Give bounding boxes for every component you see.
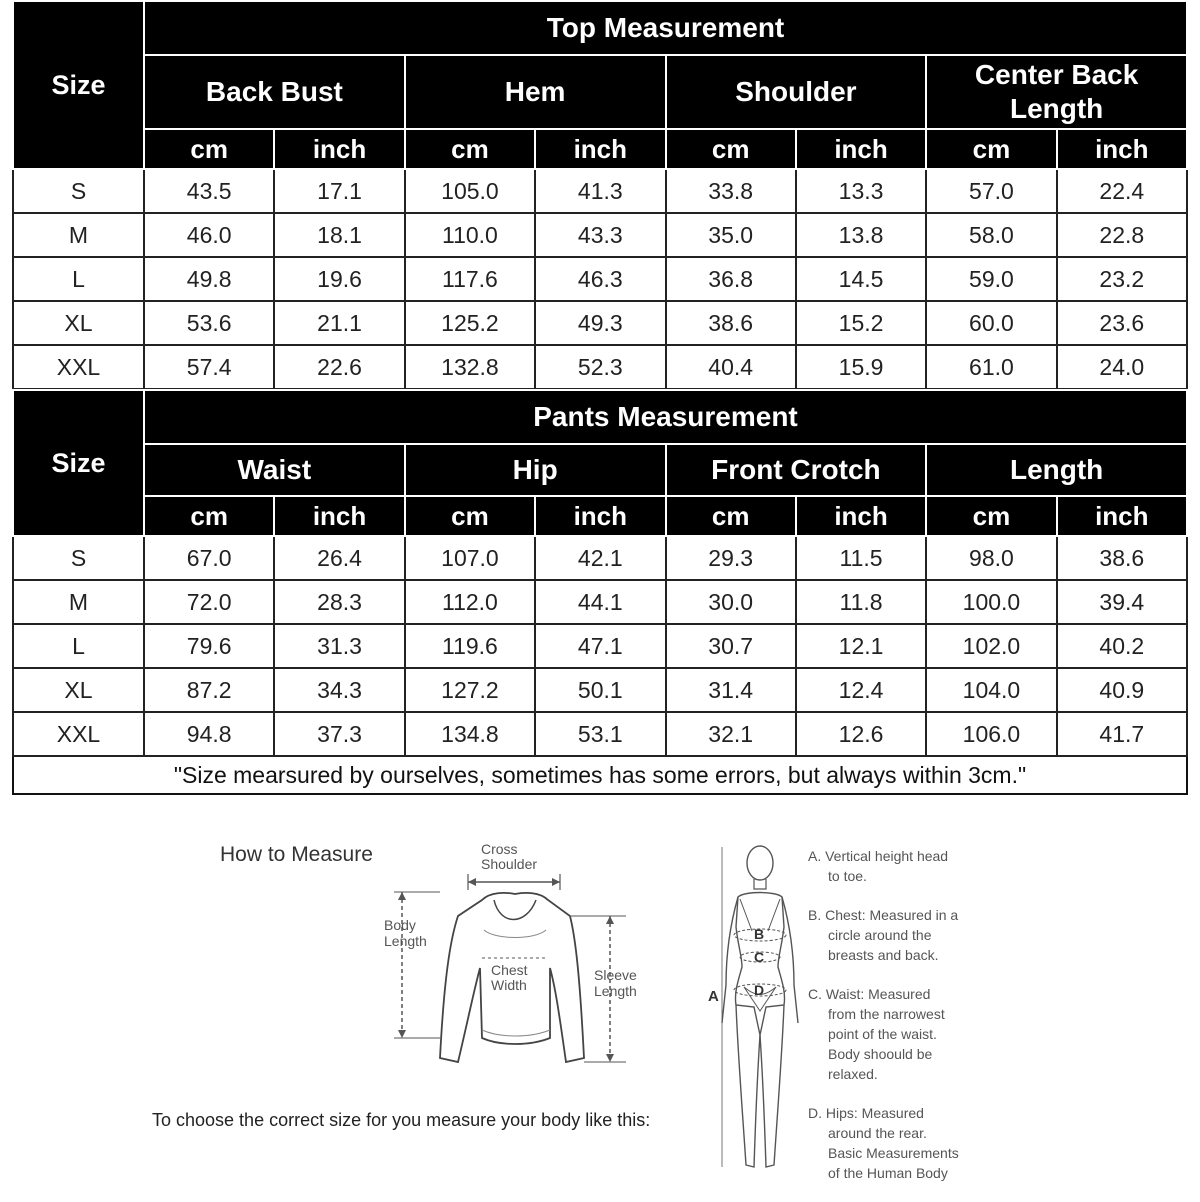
sweater-illustration	[370, 830, 670, 1080]
measurement-cell: 40.4	[666, 345, 796, 389]
measurement-cell: 44.1	[535, 580, 665, 624]
size-cell: S	[13, 169, 144, 213]
measurement-cell: 17.1	[274, 169, 404, 213]
measurement-cell: 12.4	[796, 668, 926, 712]
unit-header: inch	[274, 129, 404, 169]
measurement-cell: 125.2	[405, 301, 535, 345]
unit-header: cm	[666, 129, 796, 169]
group-header: Hip	[405, 444, 666, 496]
group-header: Center Back Length	[926, 55, 1187, 129]
measurement-cell: 107.0	[405, 536, 535, 580]
how-to-measure-title: How to Measure	[220, 843, 373, 866]
table-row	[13, 536, 1187, 580]
unit-header: cm	[144, 129, 274, 169]
size-cell: XXL	[13, 712, 144, 756]
measurement-cell: 112.0	[405, 580, 535, 624]
measurement-cell: 52.3	[535, 345, 665, 389]
label-width: Width	[491, 977, 527, 993]
measurement-cell: 26.4	[274, 536, 404, 580]
table-row	[13, 257, 1187, 301]
table-row	[13, 301, 1187, 345]
measurement-cell: 38.6	[1057, 536, 1187, 580]
measurement-cell: 41.3	[535, 169, 665, 213]
measurement-cell: 50.1	[535, 668, 665, 712]
measurement-cell: 102.0	[926, 624, 1056, 668]
measurement-cell: 40.9	[1057, 668, 1187, 712]
unit-header: inch	[535, 129, 665, 169]
top-table-body	[13, 169, 1187, 389]
unit-header: inch	[274, 496, 404, 536]
measurement-cell: 58.0	[926, 213, 1056, 257]
unit-header: cm	[144, 496, 274, 536]
measurement-cell: 40.2	[1057, 624, 1187, 668]
measurement-cell: 134.8	[405, 712, 535, 756]
measurement-cell: 79.6	[144, 624, 274, 668]
pants-table-body	[13, 536, 1187, 756]
measurement-cell: 94.8	[144, 712, 274, 756]
unit-header: inch	[796, 129, 926, 169]
measurement-cell: 19.6	[274, 257, 404, 301]
definition-d: D. Hips: Measured around the rear. Basic Measurements of the Human Body	[808, 1105, 959, 1181]
measurement-cell: 30.7	[666, 624, 796, 668]
measurement-cell: 22.8	[1057, 213, 1187, 257]
label-body: Body	[384, 917, 416, 933]
label-body-length: Length	[384, 933, 427, 949]
size-cell: XL	[13, 668, 144, 712]
size-cell: M	[13, 580, 144, 624]
measurement-cell: 32.1	[666, 712, 796, 756]
measurement-cell: 106.0	[926, 712, 1056, 756]
measurement-cell: 46.0	[144, 213, 274, 257]
size-cell: M	[13, 213, 144, 257]
human-body-illustration	[700, 835, 800, 1185]
unit-header: cm	[405, 129, 535, 169]
measurement-cell: 39.4	[1057, 580, 1187, 624]
unit-header: cm	[666, 496, 796, 536]
measurement-cell: 34.3	[274, 668, 404, 712]
label-sleeve: Sleeve	[594, 967, 637, 983]
unit-header: cm	[926, 129, 1056, 169]
measurement-cell: 110.0	[405, 213, 535, 257]
measurement-cell: 22.6	[274, 345, 404, 389]
measurement-cell: 87.2	[144, 668, 274, 712]
measurement-cell: 57.4	[144, 345, 274, 389]
definition-c: C. Waist: Measured from the narrowest point of the waist. Body shoould be relaxed.	[808, 986, 945, 1082]
top-measurement-table	[12, 0, 1188, 390]
measurement-cell: 41.7	[1057, 712, 1187, 756]
unit-header: inch	[1057, 129, 1187, 169]
measurement-cell: 60.0	[926, 301, 1056, 345]
measurement-cell: 61.0	[926, 345, 1056, 389]
marker-b: B	[754, 926, 765, 942]
measurement-cell: 12.6	[796, 712, 926, 756]
label-chest: Chest	[491, 962, 528, 978]
group-header: Shoulder	[666, 55, 927, 129]
measurement-cell: 28.3	[274, 580, 404, 624]
garment-diagram	[370, 830, 670, 1080]
measurement-cell: 13.3	[796, 169, 926, 213]
measurement-disclaimer: "Size mearsured by ourselves, sometimes has some errors, but always within 3cm."	[13, 756, 1187, 794]
marker-c: C	[754, 949, 765, 965]
measurement-cell: 119.6	[405, 624, 535, 668]
group-header: Hem	[405, 55, 666, 129]
pants-measurement-table	[12, 389, 1188, 795]
measurement-cell: 67.0	[144, 536, 274, 580]
measurement-cell: 13.8	[796, 213, 926, 257]
unit-header: cm	[405, 496, 535, 536]
measurement-cell: 38.6	[666, 301, 796, 345]
table-row	[13, 668, 1187, 712]
measurement-cell: 23.6	[1057, 301, 1187, 345]
size-column-header: Size	[13, 1, 144, 169]
measurement-cell: 37.3	[274, 712, 404, 756]
measurement-cell: 59.0	[926, 257, 1056, 301]
measurement-cell: 29.3	[666, 536, 796, 580]
measurement-cell: 15.2	[796, 301, 926, 345]
section-title: Top Measurement	[144, 1, 1187, 55]
unit-header: cm	[926, 496, 1056, 536]
measurement-cell: 11.5	[796, 536, 926, 580]
body-diagram	[700, 835, 800, 1185]
size-cell: L	[13, 624, 144, 668]
measurement-cell: 36.8	[666, 257, 796, 301]
measurement-cell: 72.0	[144, 580, 274, 624]
measurement-cell: 31.4	[666, 668, 796, 712]
table-row	[13, 213, 1187, 257]
measurement-cell: 104.0	[926, 668, 1056, 712]
section-title: Pants Measurement	[144, 390, 1187, 444]
size-cell: L	[13, 257, 144, 301]
measurement-cell: 46.3	[535, 257, 665, 301]
group-header: Front Crotch	[666, 444, 927, 496]
measurement-cell: 12.1	[796, 624, 926, 668]
size-cell: XL	[13, 301, 144, 345]
definition-a: A. Vertical height head to toe.	[808, 848, 949, 884]
measurement-cell: 98.0	[926, 536, 1056, 580]
table-row	[13, 169, 1187, 213]
group-header: Waist	[144, 444, 405, 496]
measurement-cell: 31.3	[274, 624, 404, 668]
label-cross: Cross	[481, 841, 518, 857]
measurement-cell: 35.0	[666, 213, 796, 257]
measurement-cell: 132.8	[405, 345, 535, 389]
measurement-cell: 24.0	[1057, 345, 1187, 389]
unit-header: inch	[796, 496, 926, 536]
measurement-cell: 33.8	[666, 169, 796, 213]
measurement-cell: 11.8	[796, 580, 926, 624]
measurement-cell: 49.3	[535, 301, 665, 345]
label-sleeve-length: Length	[594, 983, 637, 999]
table-row	[13, 624, 1187, 668]
table-row	[13, 712, 1187, 756]
measurement-cell: 42.1	[535, 536, 665, 580]
group-header: Back Bust	[144, 55, 405, 129]
definition-b: B. Chest: Measured in a circle around the breasts and back.	[808, 907, 959, 963]
table-row	[13, 345, 1187, 389]
size-cell: S	[13, 536, 144, 580]
unit-header: inch	[1057, 496, 1187, 536]
measurement-cell: 43.5	[144, 169, 274, 213]
measurement-cell: 100.0	[926, 580, 1056, 624]
size-cell: XXL	[13, 345, 144, 389]
measurement-cell: 22.4	[1057, 169, 1187, 213]
measurement-cell: 117.6	[405, 257, 535, 301]
table-row	[13, 580, 1187, 624]
measurement-cell: 127.2	[405, 668, 535, 712]
label-shoulder: Shoulder	[481, 856, 538, 872]
measurement-cell: 21.1	[274, 301, 404, 345]
measurement-cell: 53.6	[144, 301, 274, 345]
unit-header: inch	[535, 496, 665, 536]
measurement-cell: 47.1	[535, 624, 665, 668]
measurement-cell: 18.1	[274, 213, 404, 257]
measurement-cell: 49.8	[144, 257, 274, 301]
measurement-cell: 30.0	[666, 580, 796, 624]
measurement-cell: 15.9	[796, 345, 926, 389]
measure-instruction: To choose the correct size for you measure your body like this:	[152, 1110, 651, 1130]
measurement-cell: 53.1	[535, 712, 665, 756]
measurement-cell: 23.2	[1057, 257, 1187, 301]
marker-d: D	[754, 982, 765, 998]
group-header: Length	[926, 444, 1187, 496]
measurement-cell: 43.3	[535, 213, 665, 257]
marker-a: A	[708, 988, 719, 1005]
measurement-cell: 57.0	[926, 169, 1056, 213]
measurement-cell: 14.5	[796, 257, 926, 301]
size-column-header: Size	[13, 390, 144, 536]
measurement-cell: 105.0	[405, 169, 535, 213]
measurement-definitions	[808, 846, 998, 1202]
